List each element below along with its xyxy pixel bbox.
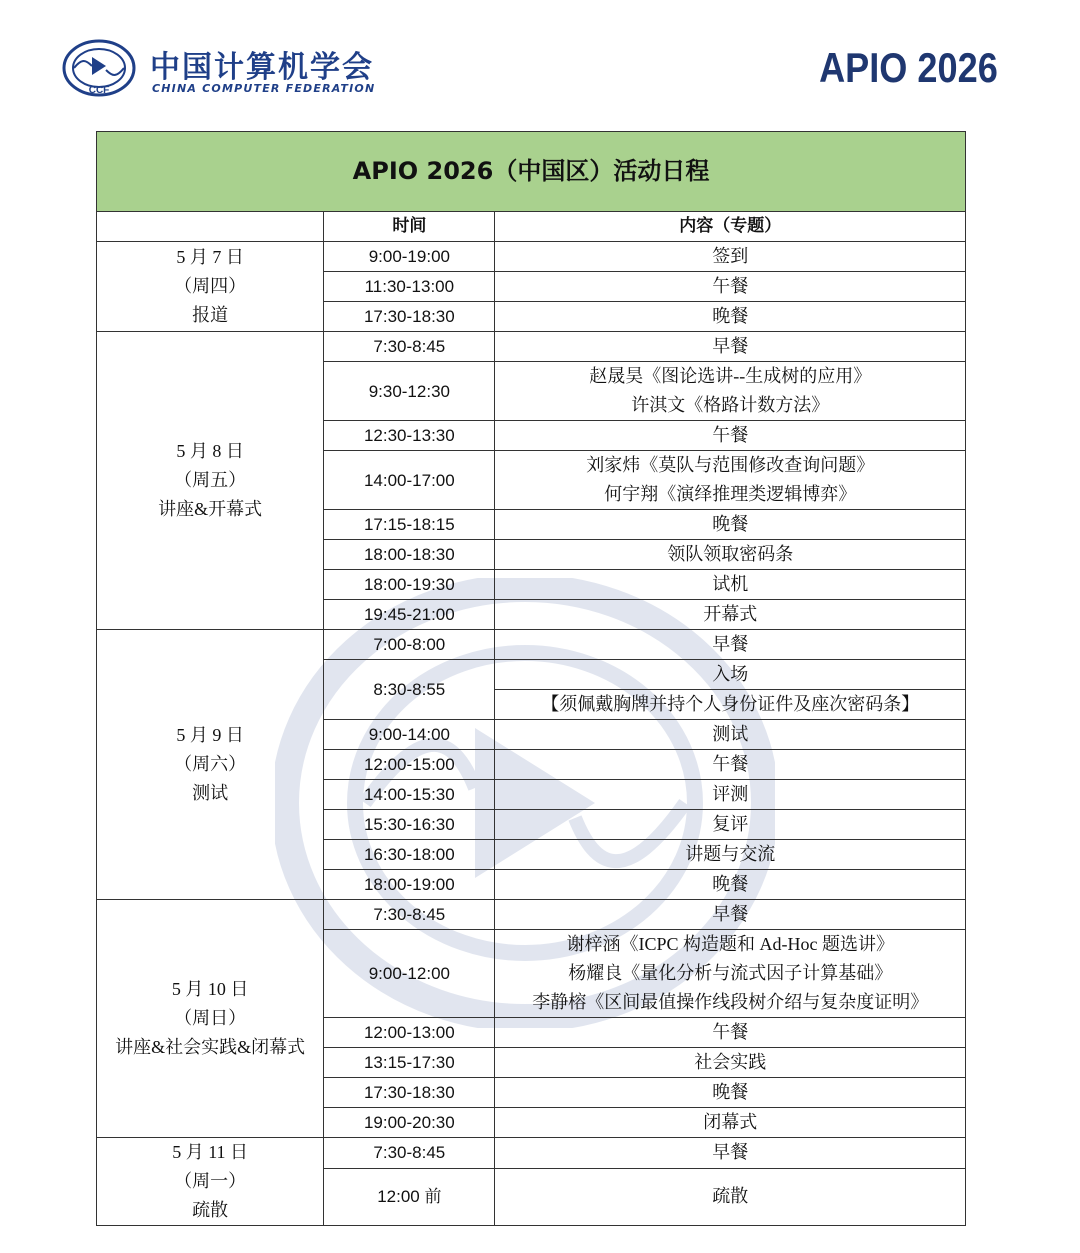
content-line: 刘家炜《莫队与范围修改查询问题》 xyxy=(586,455,875,475)
time-cell: 17:30-18:30 xyxy=(324,1078,495,1108)
content-line: 入场 xyxy=(712,664,749,684)
content-line: 疏散 xyxy=(712,1186,749,1207)
time-cell: 7:00-8:00 xyxy=(324,630,495,660)
content-line: 晚餐 xyxy=(712,874,749,894)
content-cell xyxy=(495,451,966,510)
content-cell xyxy=(495,272,966,302)
time-cell: 17:15-18:15 xyxy=(324,510,495,540)
content-line: 早餐 xyxy=(712,1142,749,1163)
time-cell: 12:00 前 xyxy=(324,1168,495,1225)
day-cell xyxy=(97,900,324,1138)
time-cell: 12:30-13:30 xyxy=(324,421,495,451)
content-note: 【须佩戴胸牌并持个人身份证件及座次密码条】 xyxy=(495,690,966,720)
day-weekday: （周四） xyxy=(174,276,247,296)
time-cell: 7:30-8:45 xyxy=(324,332,495,362)
day-theme: 报道 xyxy=(192,305,229,325)
day-date: 5 月 10 日 xyxy=(171,979,249,999)
table-row xyxy=(97,1138,966,1169)
time-cell: 16:30-18:00 xyxy=(324,840,495,870)
day-cell xyxy=(97,332,324,630)
logo-chinese-name: 中国计算机学会 xyxy=(150,50,374,85)
table-row xyxy=(97,332,966,362)
content-cell xyxy=(495,362,966,421)
content-cell xyxy=(495,930,966,1018)
content-cell xyxy=(495,242,966,272)
column-header-content: 内容（专题） xyxy=(495,212,966,242)
content-line: 午餐 xyxy=(712,754,749,774)
content-line: 测试 xyxy=(712,724,749,744)
time-cell: 13:15-17:30 xyxy=(324,1048,495,1078)
content-line: 早餐 xyxy=(712,904,749,924)
content-line: 许淇文《格路计数方法》 xyxy=(631,395,830,415)
ccf-emblem-icon xyxy=(62,38,140,98)
content-cell xyxy=(495,870,966,900)
content-line: 谢梓涵《ICPC 构造题和 Ad-Hoc 题选讲》 xyxy=(566,934,894,954)
content-line: 早餐 xyxy=(712,634,749,654)
content-cell xyxy=(495,1138,966,1169)
content-cell xyxy=(495,332,966,362)
content-line: 晚餐 xyxy=(712,514,749,534)
day-weekday: （周五） xyxy=(174,470,247,490)
time-cell: 7:30-8:45 xyxy=(324,900,495,930)
content-line: 午餐 xyxy=(712,1022,749,1042)
time-cell: 14:00-17:00 xyxy=(324,451,495,510)
time-cell: 11:30-13:00 xyxy=(324,272,495,302)
time-cell: 8:30-8:55 xyxy=(324,660,495,720)
logo-english-name: CHINA COMPUTER FEDERATION xyxy=(152,82,376,95)
content-line: 杨耀良《量化分析与流式因子计算基础》 xyxy=(568,963,893,983)
content-cell xyxy=(495,570,966,600)
day-date: 5 月 11 日 xyxy=(172,1142,249,1162)
content-line: 何宇翔《演绎推理类逻辑博弈》 xyxy=(604,484,857,504)
table-row xyxy=(97,630,966,660)
content-line: 社会实践 xyxy=(694,1052,767,1072)
schedule-title: APIO 2026（中国区）活动日程 xyxy=(97,132,966,212)
time-cell: 14:00-15:30 xyxy=(324,780,495,810)
time-cell: 19:45-21:00 xyxy=(324,600,495,630)
day-date: 5 月 9 日 xyxy=(176,725,244,745)
content-line: 评测 xyxy=(712,784,749,804)
time-cell: 15:30-16:30 xyxy=(324,810,495,840)
time-cell: 9:00-12:00 xyxy=(324,930,495,1018)
day-cell xyxy=(97,242,324,332)
time-cell: 9:00-14:00 xyxy=(324,720,495,750)
day-weekday: （周六） xyxy=(174,754,247,774)
day-theme: 讲座&社会实践&闭幕式 xyxy=(115,1037,306,1057)
content-line: 领队领取密码条 xyxy=(667,544,794,564)
column-header-time: 时间 xyxy=(324,212,495,242)
schedule-table xyxy=(96,131,966,1226)
content-cell xyxy=(495,1078,966,1108)
content-cell xyxy=(495,302,966,332)
content-cell xyxy=(495,750,966,780)
header-blank xyxy=(97,212,324,242)
day-weekday: （周日） xyxy=(174,1008,247,1028)
content-line: 讲题与交流 xyxy=(685,844,776,864)
content-cell xyxy=(495,1108,966,1138)
content-cell xyxy=(495,1168,966,1225)
content-cell xyxy=(495,1018,966,1048)
content-line: 闭幕式 xyxy=(703,1112,758,1132)
day-theme: 测试 xyxy=(192,783,229,803)
content-cell xyxy=(495,540,966,570)
content-line: 赵晟昊《图论选讲--生成树的应用》 xyxy=(589,366,872,386)
time-cell: 19:00-20:30 xyxy=(324,1108,495,1138)
content-line: 开幕式 xyxy=(703,604,758,624)
content-line: 午餐 xyxy=(712,276,749,296)
brand-title: APIO 2026 xyxy=(819,44,998,91)
time-cell: 9:00-19:00 xyxy=(324,242,495,272)
page-header xyxy=(0,0,1080,120)
logo-abbr: CCF xyxy=(88,85,110,96)
content-cell xyxy=(495,510,966,540)
time-cell: 9:30-12:30 xyxy=(324,362,495,421)
content-line: 试机 xyxy=(712,574,749,594)
table-row xyxy=(97,900,966,930)
content-line: 晚餐 xyxy=(712,1082,749,1102)
time-cell: 18:00-19:00 xyxy=(324,870,495,900)
content-cell xyxy=(495,600,966,630)
content-cell xyxy=(495,660,966,690)
content-line: 李静榕《区间最值操作线段树介绍与复杂度证明》 xyxy=(532,992,929,1012)
content-cell xyxy=(495,780,966,810)
time-cell: 18:00-18:30 xyxy=(324,540,495,570)
day-theme: 疏散 xyxy=(192,1200,229,1220)
time-cell: 12:00-13:00 xyxy=(324,1018,495,1048)
day-theme: 讲座&开幕式 xyxy=(158,499,263,519)
table-row xyxy=(97,242,966,272)
content-cell xyxy=(495,840,966,870)
day-cell xyxy=(97,630,324,900)
day-date: 5 月 7 日 xyxy=(176,247,244,267)
day-date: 5 月 8 日 xyxy=(176,441,244,461)
time-cell: 7:30-8:45 xyxy=(324,1138,495,1169)
content-cell xyxy=(495,900,966,930)
content-line: 早餐 xyxy=(712,336,749,356)
content-line: 复评 xyxy=(712,814,749,834)
content-cell xyxy=(495,1048,966,1078)
ccf-logo xyxy=(62,38,376,100)
content-cell xyxy=(495,630,966,660)
content-cell xyxy=(495,421,966,451)
content-line: 晚餐 xyxy=(712,306,749,326)
time-cell: 17:30-18:30 xyxy=(324,302,495,332)
content-line: 午餐 xyxy=(712,425,749,445)
content-cell xyxy=(495,720,966,750)
day-weekday: （周一） xyxy=(174,1171,247,1191)
day-cell xyxy=(97,1138,324,1226)
time-cell: 18:00-19:30 xyxy=(324,570,495,600)
time-cell: 12:00-15:00 xyxy=(324,750,495,780)
content-line: 签到 xyxy=(712,246,749,266)
content-cell xyxy=(495,810,966,840)
